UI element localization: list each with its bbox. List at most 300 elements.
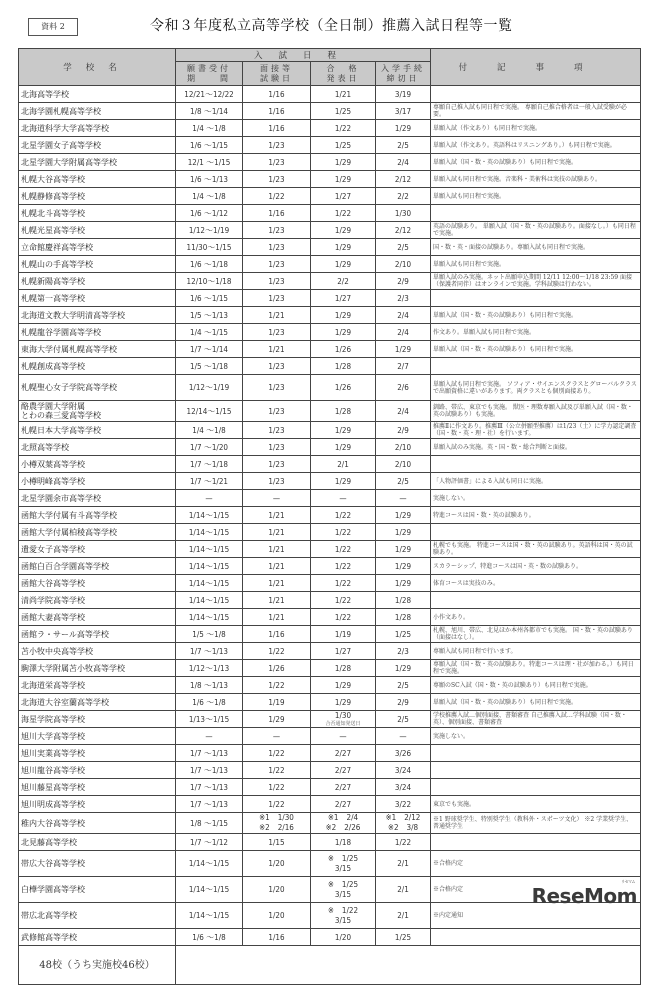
notes-cell: 単願入試のみ実施。ネット出願申込期間 12/11 12:00～1/18 23:59 面接（保護者同伴）はオンラインで実施。学科試験は行わない。 xyxy=(431,273,641,290)
enrollment-deadline-cell: 2/10 xyxy=(376,439,431,456)
interview-date-cell: 1/23 xyxy=(243,456,311,473)
interview-date-cell: 1/26 xyxy=(243,660,311,677)
application-period-cell: 1/14～1/15 xyxy=(176,851,243,877)
interview-date-cell: 1/16 xyxy=(243,205,311,222)
application-period-cell: 1/14～1/15 xyxy=(176,592,243,609)
announcement-date-cell: 1/22 xyxy=(311,541,376,558)
announcement-date-cell: 2/1 xyxy=(311,456,376,473)
interview-date-cell: 1/23 xyxy=(243,154,311,171)
school-name-cell: 北海学園札幌高等学校 xyxy=(19,103,176,120)
total-row xyxy=(19,946,641,985)
interview-date-cell: 1/21 xyxy=(243,609,311,626)
interview-date-cell: 1/29 xyxy=(243,711,311,728)
school-name-cell: 北見藤高等学校 xyxy=(19,834,176,851)
announcement-date-cell: 1/29 xyxy=(311,473,376,490)
announcement-date-cell: 1/22 xyxy=(311,524,376,541)
table-row xyxy=(19,273,641,290)
announcement-date-cell: 1/20 xyxy=(311,929,376,946)
application-period-cell: 1/6 ～1/15 xyxy=(176,290,243,307)
notes-cell xyxy=(431,779,641,796)
school-name-cell: 立命館慶祥高等学校 xyxy=(19,239,176,256)
table-row xyxy=(19,694,641,711)
header-notes: 付記事項 xyxy=(431,49,641,86)
table-row xyxy=(19,239,641,256)
announcement-date-cell: 1/29 xyxy=(311,256,376,273)
school-name-cell: 駒澤大学附属苫小牧高等学校 xyxy=(19,660,176,677)
school-name-cell: 札幌聖心女子学院高等学校 xyxy=(19,375,176,401)
interview-date-cell: 1/22 xyxy=(243,779,311,796)
announcement-date-cell: 2/27 xyxy=(311,762,376,779)
notes-cell: 単願入試（国・数・英の試験あり）も同日程で実施。 xyxy=(431,154,641,171)
application-period-cell: 1/4 ～1/8 xyxy=(176,120,243,137)
interview-date-cell: 1/23 xyxy=(243,401,311,422)
application-period-cell: 1/14～1/15 xyxy=(176,609,243,626)
school-name-cell: 函館大妻高等学校 xyxy=(19,609,176,626)
announcement-date-cell: 1/29 xyxy=(311,239,376,256)
application-period-cell: 1/4 ～1/8 xyxy=(176,422,243,439)
announcement-date-cell: ※1 2/4 ※2 2/26 xyxy=(311,813,376,834)
application-period-cell: 1/6 ～1/8 xyxy=(176,929,243,946)
table-row xyxy=(19,439,641,456)
application-period-cell: 1/7 ～1/13 xyxy=(176,796,243,813)
table-row xyxy=(19,609,641,626)
announcement-date-cell: 1/22 xyxy=(311,609,376,626)
table-row xyxy=(19,120,641,137)
enrollment-deadline-cell: 3/22 xyxy=(376,796,431,813)
enrollment-deadline-cell: 2/4 xyxy=(376,324,431,341)
school-name-cell: 札幌創成高等学校 xyxy=(19,358,176,375)
announcement-date-cell: ※ 1/25 3/15 xyxy=(311,877,376,903)
notes-cell: スカラーシップ、特進コースは国・英・数の試験あり。 xyxy=(431,558,641,575)
school-name-cell: 帯広大谷高等学校 xyxy=(19,851,176,877)
interview-date-cell: ※1 1/30 ※2 2/16 xyxy=(243,813,311,834)
table-row xyxy=(19,341,641,358)
announcement-date-cell: 1/27 xyxy=(311,290,376,307)
notes-cell: 単願入試（作文あり。英語科はリスニングあり。）も同日程で実施。 xyxy=(431,137,641,154)
enrollment-deadline-cell: 2/5 xyxy=(376,677,431,694)
notes-cell: 単願入試（国・数・英の試験あり）も同日程で実施。 xyxy=(431,307,641,324)
application-period-cell: 1/14～1/15 xyxy=(176,541,243,558)
table-row xyxy=(19,171,641,188)
announcement-date-cell: 1/28 xyxy=(311,401,376,422)
school-name-cell: 函館ラ・サール高等学校 xyxy=(19,626,176,643)
school-name-cell: 札幌静修高等学校 xyxy=(19,188,176,205)
enrollment-deadline-cell: 1/28 xyxy=(376,609,431,626)
application-period-cell: — xyxy=(176,728,243,745)
notes-cell: 体育コースは実技のみ。 xyxy=(431,575,641,592)
school-name-cell: 帯広北高等学校 xyxy=(19,903,176,929)
notes-cell: 単願入試も同日程で実施。 xyxy=(431,256,641,273)
notes-cell xyxy=(431,762,641,779)
table-row xyxy=(19,358,641,375)
table-row xyxy=(19,188,641,205)
interview-date-cell: 1/23 xyxy=(243,473,311,490)
table-row xyxy=(19,834,641,851)
interview-date-cell: 1/23 xyxy=(243,273,311,290)
school-name-cell: 旭川藤星高等学校 xyxy=(19,779,176,796)
enrollment-deadline-cell: 3/17 xyxy=(376,103,431,120)
application-period-cell: 1/5 ～1/13 xyxy=(176,307,243,324)
enrollment-deadline-cell: 2/5 xyxy=(376,473,431,490)
announcement-date-cell: 1/29 xyxy=(311,422,376,439)
notes-cell: ※1 野球奨学生、特別奨学生（教科外・スポーツ文化） ※2 学業奨学生、普通奨学生 xyxy=(431,813,641,834)
school-name-cell: 旭川明成高等学校 xyxy=(19,796,176,813)
schedule-rows xyxy=(19,86,641,946)
application-period-cell: 1/6 ～1/13 xyxy=(176,171,243,188)
notes-cell: 専願自己推入試も同日程で実施。 専願自己推合格者は一般入試受験が必要。 xyxy=(431,103,641,120)
application-period-cell: 1/14～1/15 xyxy=(176,575,243,592)
enrollment-deadline-cell: 2/10 xyxy=(376,256,431,273)
announcement-date-cell: ※ 1/22 3/15 xyxy=(311,903,376,929)
announcement-date-cell: 2/2 xyxy=(311,273,376,290)
interview-date-cell: 1/22 xyxy=(243,762,311,779)
application-period-cell: 1/14～1/15 xyxy=(176,507,243,524)
school-name-cell: 札幌龍谷学園高等学校 xyxy=(19,324,176,341)
notes-cell: 札幌、旭川、帯広、北見ほか本州各都市でも実施。 国・数・英の試験あり（面接はなし）。 xyxy=(431,626,641,643)
interview-date-cell: 1/21 xyxy=(243,558,311,575)
interview-date-cell: 1/16 xyxy=(243,103,311,120)
notes-cell xyxy=(431,86,641,103)
announcement-date-cell: 1/22 xyxy=(311,205,376,222)
interview-date-cell: 1/23 xyxy=(243,358,311,375)
enrollment-deadline-cell: 2/9 xyxy=(376,273,431,290)
interview-date-cell: 1/21 xyxy=(243,541,311,558)
school-name-cell: 北星学園大学附属高等学校 xyxy=(19,154,176,171)
table-row xyxy=(19,401,641,422)
application-period-cell: 1/13～1/15 xyxy=(176,711,243,728)
announcement-date-cell: 1/29 xyxy=(311,154,376,171)
notes-cell: 英語の試験あり。 単願入試（国・数・英の試験あり。面接なし。）も同日程で実施。 xyxy=(431,222,641,239)
enrollment-deadline-cell: 3/19 xyxy=(376,86,431,103)
announcement-date-cell: 1/26 xyxy=(311,375,376,401)
enrollment-deadline-cell: 1/29 xyxy=(376,524,431,541)
interview-date-cell: 1/23 xyxy=(243,239,311,256)
enrollment-deadline-cell: 2/5 xyxy=(376,711,431,728)
interview-date-cell: 1/19 xyxy=(243,694,311,711)
table-row xyxy=(19,626,641,643)
application-period-cell: 1/7 ～1/13 xyxy=(176,745,243,762)
school-name-cell: 北海道文教大学明清高等学校 xyxy=(19,307,176,324)
application-period-cell: 1/8 ～1/14 xyxy=(176,103,243,120)
enrollment-deadline-cell: ※1 2/12 ※2 3/8 xyxy=(376,813,431,834)
enrollment-deadline-cell: 2/1 xyxy=(376,877,431,903)
announcement-date-cell: 1/29 xyxy=(311,171,376,188)
enrollment-deadline-cell: 3/26 xyxy=(376,745,431,762)
interview-date-cell: 1/16 xyxy=(243,626,311,643)
application-period-cell: 1/7 ～1/18 xyxy=(176,456,243,473)
announcement-date-cell: 1/27 xyxy=(311,643,376,660)
application-period-cell: 1/6 ～1/8 xyxy=(176,694,243,711)
notes-cell: 札幌でも実施。 特進コースは国・数・英の試験あり。英語科は国・英の試験あり。 xyxy=(431,541,641,558)
interview-date-cell: 1/23 xyxy=(243,171,311,188)
notes-cell: ※内定通知 xyxy=(431,903,641,929)
announcement-date-cell: 1/27 xyxy=(311,188,376,205)
notes-cell: 東京でも実施。 xyxy=(431,796,641,813)
application-period-cell: 1/6 ～1/12 xyxy=(176,205,243,222)
school-name-cell: 酪農学園大学附属 とわの森三愛高等学校 xyxy=(19,401,176,422)
application-period-cell: 1/7 ～1/12 xyxy=(176,834,243,851)
resemom-watermark-logo: リセマム ReseMom xyxy=(531,879,637,908)
school-name-cell: 函館大谷高等学校 xyxy=(19,575,176,592)
interview-date-cell: 1/23 xyxy=(243,256,311,273)
table-row xyxy=(19,86,641,103)
school-name-cell: 小樽双葉高等学校 xyxy=(19,456,176,473)
enrollment-deadline-cell: 2/2 xyxy=(376,188,431,205)
notes-cell: 作文あり。単願入試も同日程で実施。 xyxy=(431,324,641,341)
notes-cell: 釧路、帯広、東京でも実施。 獣医・理数専願入試及び単願入試（国・数・英の試験あり）も実施。 xyxy=(431,401,641,422)
enrollment-deadline-cell: 2/5 xyxy=(376,239,431,256)
enrollment-deadline-cell: 1/29 xyxy=(376,541,431,558)
announcement-date-cell: 2/27 xyxy=(311,745,376,762)
notes-cell: 特進コースは国・数・英の試験あり。 xyxy=(431,507,641,524)
school-name-cell: 遺愛女子高等学校 xyxy=(19,541,176,558)
interview-date-cell: 1/22 xyxy=(243,188,311,205)
school-name-cell: 北海道大谷室蘭高等学校 xyxy=(19,694,176,711)
enrollment-deadline-cell: 2/12 xyxy=(376,222,431,239)
announcement-date-cell: 1/25 xyxy=(311,137,376,154)
application-period-cell: 1/8 ～1/15 xyxy=(176,813,243,834)
announcement-date-cell: 1/22 xyxy=(311,120,376,137)
school-name-cell: 旭川実業高等学校 xyxy=(19,745,176,762)
table-row xyxy=(19,524,641,541)
table-row xyxy=(19,473,641,490)
application-period-cell: 1/14～1/15 xyxy=(176,524,243,541)
interview-date-cell: 1/16 xyxy=(243,929,311,946)
table-row xyxy=(19,507,641,524)
notes-cell xyxy=(431,524,641,541)
interview-date-cell: 1/22 xyxy=(243,677,311,694)
announcement-date-cell: 1/28 xyxy=(311,660,376,677)
enrollment-deadline-cell: 1/29 xyxy=(376,507,431,524)
notes-cell: 「人物評価書」による入試も同日に実施。 xyxy=(431,473,641,490)
table-row xyxy=(19,929,641,946)
table-row xyxy=(19,779,641,796)
table-row xyxy=(19,137,641,154)
announcement-date-cell: — xyxy=(311,490,376,507)
interview-date-cell: 1/20 xyxy=(243,877,311,903)
application-period-cell: 1/6 ～1/18 xyxy=(176,256,243,273)
school-name-cell: 清尚学院高等学校 xyxy=(19,592,176,609)
enrollment-deadline-cell: 1/22 xyxy=(376,834,431,851)
application-period-cell: 1/7 ～1/14 xyxy=(176,341,243,358)
application-period-cell: 1/5 ～1/8 xyxy=(176,626,243,643)
enrollment-deadline-cell: 1/29 xyxy=(376,120,431,137)
application-period-cell: 1/4 ～1/15 xyxy=(176,324,243,341)
table-row xyxy=(19,490,641,507)
table-row xyxy=(19,290,641,307)
notes-cell: 実施しない。 xyxy=(431,728,641,745)
application-period-cell: 12/14～1/15 xyxy=(176,401,243,422)
announcement-date-cell: 1/29 xyxy=(311,677,376,694)
application-period-cell: 1/7 ～1/20 xyxy=(176,439,243,456)
application-period-cell: 12/1 ～1/15 xyxy=(176,154,243,171)
header-interview-date: 面接等 試験日 xyxy=(243,62,311,86)
page-title: 令和３年度私立高等学校（全日制）推薦入試日程等一覧 xyxy=(150,18,513,34)
school-name-cell: 函館大学付属有斗高等学校 xyxy=(19,507,176,524)
header-exam-schedule: 入試日程 xyxy=(176,49,431,62)
table-row xyxy=(19,660,641,677)
school-name-cell: 札幌山の手高等学校 xyxy=(19,256,176,273)
school-name-cell: 北海道科学大学高等学校 xyxy=(19,120,176,137)
header-announcement-date: 合 格 発表日 xyxy=(311,62,376,86)
header-enrollment-deadline: 入学手続 締切日 xyxy=(376,62,431,86)
table-row xyxy=(19,154,641,171)
table-row xyxy=(19,677,641,694)
notes-cell xyxy=(431,290,641,307)
enrollment-deadline-cell: 2/1 xyxy=(376,851,431,877)
announcement-date-cell: 1/22 xyxy=(311,507,376,524)
interview-date-cell: 1/23 xyxy=(243,137,311,154)
enrollment-deadline-cell: 3/24 xyxy=(376,779,431,796)
notes-cell: ※合格内定 xyxy=(431,851,641,877)
announcement-date-cell: 1/29 xyxy=(311,439,376,456)
notes-cell: 学校推薦入試…個別面接、書類審査 自己推薦入試…学科試験（国・数・英）、個別面接、書類審査 xyxy=(431,711,641,728)
enrollment-deadline-cell: 2/3 xyxy=(376,643,431,660)
table-row xyxy=(19,103,641,120)
interview-date-cell: 1/21 xyxy=(243,592,311,609)
enrollment-deadline-cell: — xyxy=(376,490,431,507)
enrollment-deadline-cell: 1/29 xyxy=(376,575,431,592)
school-name-cell: 札幌新陽高等学校 xyxy=(19,273,176,290)
table-row xyxy=(19,307,641,324)
application-period-cell: 1/7 ～1/13 xyxy=(176,779,243,796)
school-name-cell: 武修館高等学校 xyxy=(19,929,176,946)
announcement-date-cell: 1/29 xyxy=(311,307,376,324)
announcement-date-cell: ※ 1/25 3/15 xyxy=(311,851,376,877)
announcement-date-cell: 2/27 xyxy=(311,796,376,813)
table-row xyxy=(19,813,641,834)
table-row xyxy=(19,851,641,877)
table-row xyxy=(19,575,641,592)
enrollment-deadline-cell: 2/12 xyxy=(376,171,431,188)
table-row xyxy=(19,324,641,341)
interview-date-cell: 1/16 xyxy=(243,86,311,103)
school-name-cell: 北星学園余市高等学校 xyxy=(19,490,176,507)
table-row xyxy=(19,422,641,439)
notes-cell: 推薦Ⅱに作文あり。推薦Ⅲ（公立併願型推薦）は1/23（土）に学力認定調査（国・数・英・理・社）を行います。 xyxy=(431,422,641,439)
notes-cell: 専願入試（国・数・英の試験あり。特進コースは理・社が加わる。）も同日程で実施。 xyxy=(431,660,641,677)
header-school-name: 学校名 xyxy=(19,49,176,86)
notes-cell xyxy=(431,745,641,762)
application-period-cell: 1/4 ～1/8 xyxy=(176,188,243,205)
application-period-cell: 12/10～1/18 xyxy=(176,273,243,290)
school-name-cell: 函館大学付属柏稜高等学校 xyxy=(19,524,176,541)
school-name-cell: 東海大学付属札幌高等学校 xyxy=(19,341,176,358)
interview-date-cell: 1/15 xyxy=(243,834,311,851)
notes-cell xyxy=(431,358,641,375)
announcement-date-cell: 1/18 xyxy=(311,834,376,851)
interview-date-cell: 1/20 xyxy=(243,903,311,929)
announcement-date-cell: 1/19 xyxy=(311,626,376,643)
application-period-cell: — xyxy=(176,490,243,507)
announcement-date-cell: 1/30 合否通知発送日 xyxy=(311,711,376,728)
enrollment-deadline-cell: 2/4 xyxy=(376,401,431,422)
interview-date-cell: 1/23 xyxy=(243,324,311,341)
table-row xyxy=(19,456,641,473)
application-period-cell: 1/12～1/13 xyxy=(176,660,243,677)
school-name-cell: 苫小牧中央高等学校 xyxy=(19,643,176,660)
enrollment-deadline-cell: 2/9 xyxy=(376,422,431,439)
enrollment-deadline-cell: 1/25 xyxy=(376,626,431,643)
announcement-date-cell: 1/28 xyxy=(311,358,376,375)
notes-cell: 単願入試も同日程で実施。 xyxy=(431,188,641,205)
notes-cell: 単願入試（国・数・英の試験あり）も同日程で実施。 xyxy=(431,341,641,358)
interview-date-cell: 1/21 xyxy=(243,575,311,592)
notes-cell xyxy=(431,456,641,473)
announcement-date-cell: 1/22 xyxy=(311,575,376,592)
application-period-cell: 12/21～12/22 xyxy=(176,86,243,103)
table-row xyxy=(19,728,641,745)
enrollment-deadline-cell: 1/29 xyxy=(376,660,431,677)
school-name-cell: 白樺学園高等学校 xyxy=(19,877,176,903)
school-name-cell: 旭川大学高等学校 xyxy=(19,728,176,745)
interview-date-cell: 1/21 xyxy=(243,507,311,524)
application-period-cell: 1/12～1/19 xyxy=(176,375,243,401)
interview-date-cell: 1/21 xyxy=(243,524,311,541)
application-period-cell: 1/5 ～1/18 xyxy=(176,358,243,375)
application-period-cell: 1/7 ～1/21 xyxy=(176,473,243,490)
notes-cell: 単願入試も同日程で実施。音楽科・美術科は実技の試験あり。 xyxy=(431,171,641,188)
school-name-cell: 札幌光星高等学校 xyxy=(19,222,176,239)
notes-cell xyxy=(431,929,641,946)
notes-cell: 単願入試（作文あり）も同日程で実施。 xyxy=(431,120,641,137)
table-row xyxy=(19,222,641,239)
school-name-cell: 北星学園女子高等学校 xyxy=(19,137,176,154)
notes-cell: ※合格内定 xyxy=(431,877,641,903)
interview-date-cell: 1/23 xyxy=(243,290,311,307)
interview-date-cell: 1/23 xyxy=(243,422,311,439)
school-name-cell: 稚内大谷高等学校 xyxy=(19,813,176,834)
enrollment-deadline-cell: 1/30 xyxy=(376,205,431,222)
interview-date-cell: 1/23 xyxy=(243,439,311,456)
announcement-date-cell: 1/22 xyxy=(311,558,376,575)
announcement-date-cell: — xyxy=(311,728,376,745)
announcement-date-cell: 1/29 xyxy=(311,324,376,341)
announcement-date-cell: 1/25 xyxy=(311,103,376,120)
total-blank xyxy=(176,946,641,985)
enrollment-deadline-cell: 2/9 xyxy=(376,694,431,711)
enrollment-deadline-cell: 1/25 xyxy=(376,929,431,946)
schedule-table xyxy=(18,48,641,985)
interview-date-cell: 1/21 xyxy=(243,307,311,324)
header-application-period: 願書受付 期 間 xyxy=(176,62,243,86)
interview-date-cell: 1/22 xyxy=(243,643,311,660)
enrollment-deadline-cell: 3/24 xyxy=(376,762,431,779)
table-row xyxy=(19,256,641,273)
application-period-cell: 1/12～1/19 xyxy=(176,222,243,239)
application-period-cell: 1/7 ～1/13 xyxy=(176,762,243,779)
school-name-cell: 札幌日本大学高等学校 xyxy=(19,422,176,439)
interview-date-cell: — xyxy=(243,490,311,507)
interview-date-cell: 1/22 xyxy=(243,796,311,813)
school-name-cell: 北海道栄高等学校 xyxy=(19,677,176,694)
application-period-cell: 1/14～1/15 xyxy=(176,558,243,575)
notes-cell: 単願入試（国・数・英の試験あり）も同日程で実施。 xyxy=(431,694,641,711)
announcement-date-cell: 1/21 xyxy=(311,86,376,103)
total-schools: 48校（うち実施校46校） xyxy=(19,946,176,985)
table-row xyxy=(19,745,641,762)
application-period-cell: 1/7 ～1/13 xyxy=(176,643,243,660)
enrollment-deadline-cell: 1/29 xyxy=(376,341,431,358)
interview-date-cell: 1/21 xyxy=(243,341,311,358)
enrollment-deadline-cell: 2/3 xyxy=(376,290,431,307)
school-name-cell: 札幌北斗高等学校 xyxy=(19,205,176,222)
notes-cell xyxy=(431,592,641,609)
enrollment-deadline-cell: 2/4 xyxy=(376,307,431,324)
notes-cell: 小作文あり。 xyxy=(431,609,641,626)
notes-cell xyxy=(431,834,641,851)
school-name-cell: 小樽明峰高等学校 xyxy=(19,473,176,490)
